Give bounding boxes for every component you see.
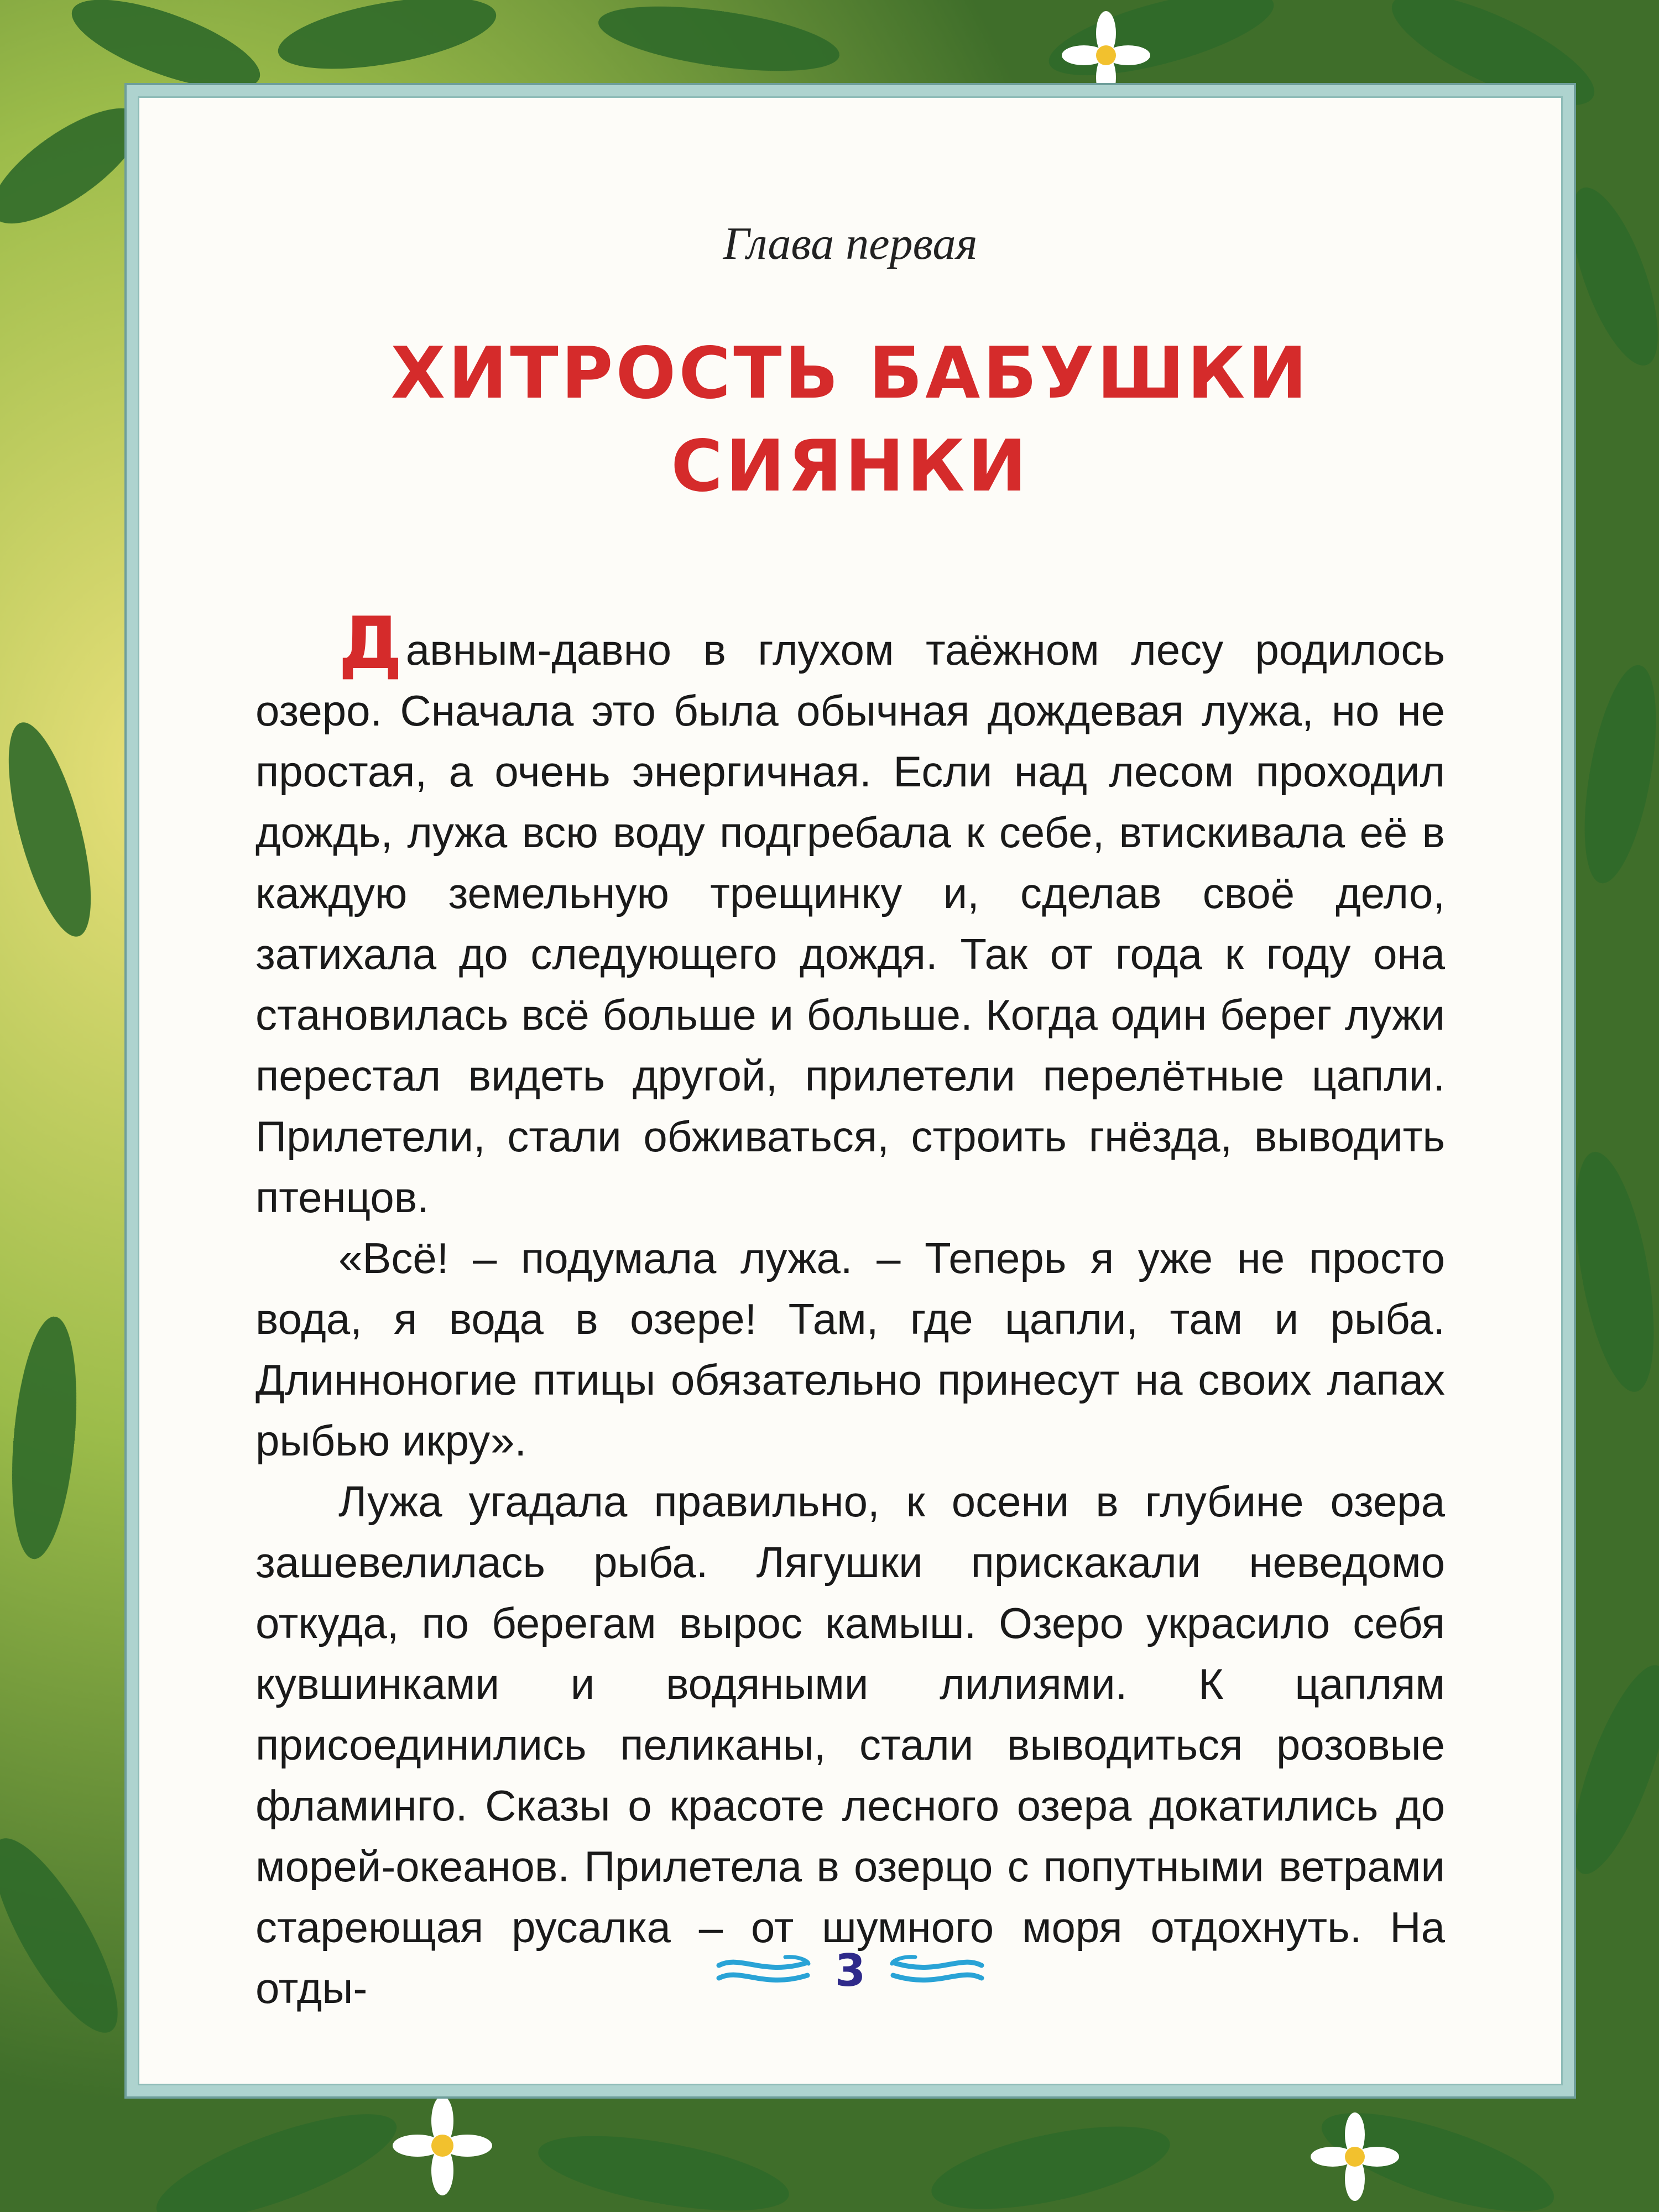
paragraph-2: «Всё! – подумала лужа. – Теперь я уже не просто вода, я вода в озере! Там, где цапли, там и рыба. Длинноногие птицы обязательно принесут на своих лапах рыбью икру». — [255, 1234, 1445, 1465]
paragraph-3: Лужа угадала правильно, к осени в глубине озера зашевелилась рыба. Лягушки прискакали неведомо откуда, по берегам вырос камыш. Озеро украсило себя кувшинками и водяными лилиями. К цаплям присоединились пеликаны, стали выводиться розовые фламинго. Сказы о красоте лесного озера докатились до морей-океанов. Прилетела в озерцо с попутными ветрами стареющая русалка – от шумного моря отдохнуть. На отды- — [255, 1477, 1445, 2012]
title-line-1: ХИТРОСТЬ БАБУШКИ — [390, 332, 1310, 415]
page-footer — [139, 1945, 1561, 1996]
page-frame — [124, 83, 1576, 2099]
wave-ornament-left-icon — [713, 1952, 813, 1990]
chapter-label: Глава первая — [723, 218, 978, 269]
story-body — [255, 601, 1445, 2018]
text-page — [138, 96, 1563, 2085]
drop-cap: Д — [338, 601, 403, 685]
page-number: 3 — [834, 1945, 866, 1996]
paragraph-1 — [255, 601, 1445, 1228]
story-title — [139, 327, 1561, 513]
wave-ornament-right-icon — [888, 1952, 987, 1990]
title-line-2: СИЯНКИ — [671, 425, 1030, 508]
paragraph-1-text: авным-давно в глухом таёжном лесу родилось озеро. Сначала это была обычная дождевая лужа, но не простая, а очень энергичная. Если над лесом проходил дождь, лужа всю воду подгребала к себе, втискивала её в каждую земельную трещинку и, сделав своё дело, затихала до следующего дождя. Так от года к году она становилась всё больше и больше. Когда один берег лужи перестал видеть другой, прилетели перелётные цапли. Прилетели, стали обживаться, строить гнёзда, выводить птенцов. — [255, 625, 1445, 1222]
